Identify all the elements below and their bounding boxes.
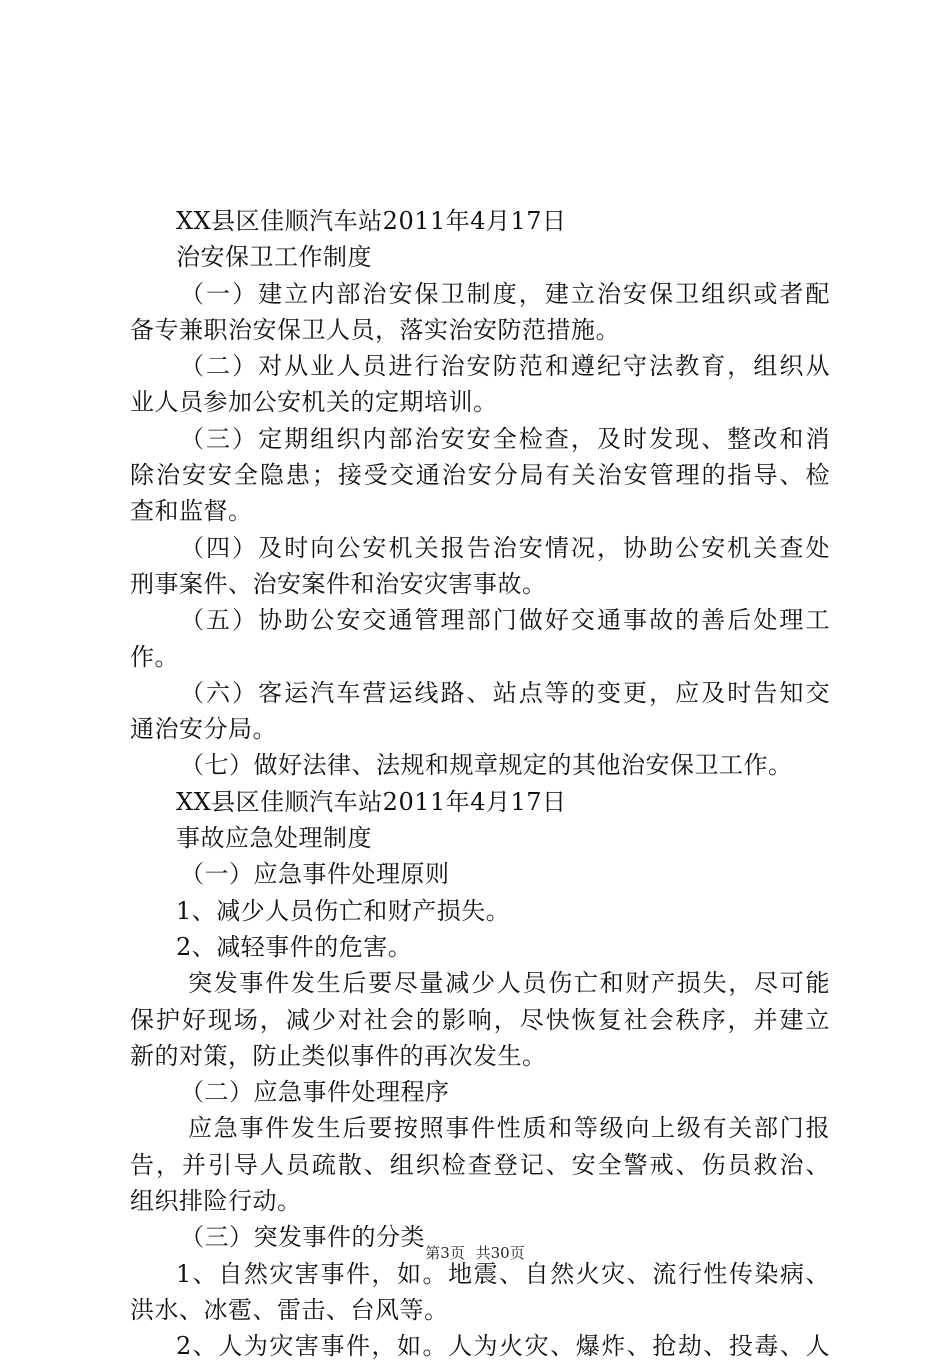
paragraph-line: 新的对策，防止类似事件的再次发生。 (130, 1041, 547, 1070)
paragraph-line: （一）建立内部治安保卫制度，建立治安保卫组织或者配 (180, 279, 830, 308)
subsection-heading: （二）应急事件处理程序 (180, 1078, 450, 1107)
document-body (130, 203, 830, 1365)
paragraph-line: 突发事件发生后要尽量减少人员伤亡和财产损失，尽可能 (188, 969, 830, 998)
paragraph-line: 洪水、冰雹、雷击、台风等。 (130, 1295, 449, 1324)
paragraph-line: （七）做好法律、法规和规章规定的其他治安保卫工作。 (180, 751, 793, 780)
paragraph-line: 刑事案件、治安案件和治安灾害事故。 (130, 569, 547, 598)
paragraph-line: 查和监督。 (130, 497, 253, 526)
page-footer (0, 1243, 950, 1263)
list-item: 2、减轻事件的危害。 (176, 932, 413, 961)
station-date-line: XX县区佳顺汽车站2011年4月17日 (176, 787, 567, 816)
paragraph-line: 作。 (130, 642, 179, 671)
paragraph-line: （六）客运汽车营运线路、站点等的变更，应及时告知交 (180, 678, 830, 707)
paragraph-line: 备专兼职治安保卫人员，落实治安防范措施。 (130, 315, 620, 344)
section-title-emergency: 事故应急处理制度 (176, 824, 372, 853)
paragraph-line: 业人员参加公安机关的定期培训。 (130, 388, 498, 417)
list-item: 2、人为灾害事件，如。人为火灾、爆炸、抢劫、投毒、人 (176, 1332, 830, 1361)
paragraph-line: 通治安分局。 (130, 715, 277, 744)
subsection-heading: （三）突发事件的分类 (180, 1223, 425, 1252)
paragraph-line: 除治安安全隐患；接受交通治安分局有关治安管理的指导、检 (130, 461, 830, 490)
paragraph-line: （二）对从业人员进行治安防范和遵纪守法教育，组织从 (180, 352, 830, 381)
page-number: 第3页 (425, 1244, 465, 1262)
paragraph-line: 应急事件发生后要按照事件性质和等级向上级有关部门报 (188, 1114, 830, 1143)
paragraph-line: 组织排险行动。 (130, 1187, 302, 1216)
paragraph-line: （四）及时向公安机关报告治安情况，协助公安机关查处 (180, 533, 830, 562)
station-date-line: XX县区佳顺汽车站2011年4月17日 (176, 207, 567, 235)
list-item: 1、减少人员伤亡和财产损失。 (176, 896, 511, 925)
subsection-heading: （一）应急事件处理原则 (180, 860, 450, 889)
paragraph-line: 保护好现场，减少对社会的影响，尽快恢复社会秩序，并建立 (130, 1005, 830, 1034)
paragraph-line: 告，并引导人员疏散、组织检查登记、安全警戒、伤员救治、 (130, 1150, 830, 1179)
paragraph-line: （五）协助公安交通管理部门做好交通事故的善后处理工 (180, 606, 830, 635)
section-title-security: 治安保卫工作制度 (176, 243, 372, 272)
paragraph-line: （三）定期组织内部治安安全检查，及时发现、整改和消 (180, 424, 830, 453)
page-total: 共30页 (475, 1244, 525, 1262)
list-item: 1、自然灾害事件，如。地震、自然火灾、流行性传染病、 (176, 1259, 830, 1288)
